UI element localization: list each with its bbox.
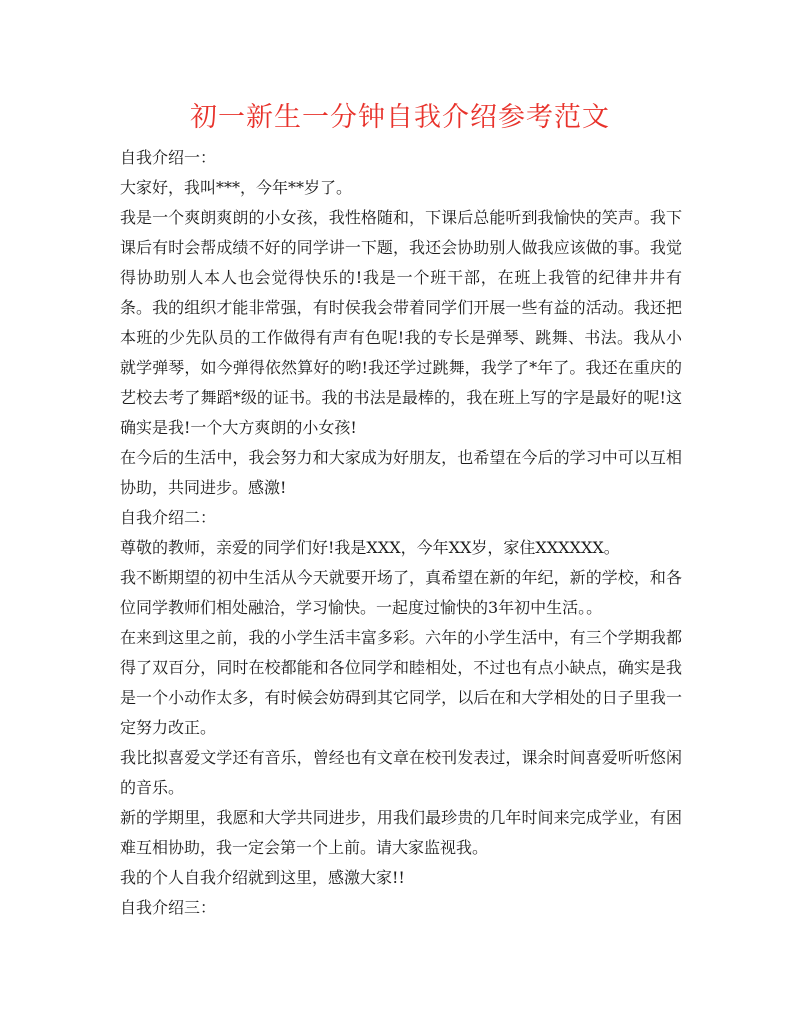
- paragraph: 新的学期里，我愿和大学共同进步，用我们最珍贵的几年时间来完成学业，有困难互相协助，我一定会第一个上前。请大家监视我。: [120, 808, 682, 857]
- paragraph: 我是一个爽朗爽朗的小女孩，我性格随和，下课后总能听到我愉快的笑声。我下课后有时会帮成绩不好的同学讲一下题，我还会协助别人做我应该做的事。我觉得协助别人本人也会觉得快乐的!我是一个班干部，在班上我管的纪律井井有条。我的组织才能非常强，有时侯我会带着同学们开展一些有益的活动。我还把本班的少先队员的工作做得有声有色呢!我的专长是弹琴、跳舞、书法。我从小就学弹琴，如今弹得依然算好的哟!我还学过跳舞，我学了*年了。我还在重庆的艺校去考了舞蹈*级的证书。我的书法是最棒的，我在班上写的字是最好的呢!这确实是我!一个大方爽朗的小女孩!: [120, 208, 682, 437]
- paragraph: 在今后的生活中，我会努力和大家成为好朋友，也希望在今后的学习中可以互相协助，共同进步。感激!: [120, 448, 682, 497]
- paragraph: 自我介绍三：: [120, 898, 217, 917]
- document-body: [120, 143, 682, 923]
- paragraph: 我比拟喜爱文学还有音乐，曾经也有文章在校刊发表过，课余时间喜爱听听悠闲的音乐。: [120, 748, 682, 797]
- paragraph: 尊敬的教师，亲爱的同学们好!我是XXX，今年XX岁，家住XXXXXX。: [120, 538, 620, 557]
- paragraph: 在来到这里之前，我的小学生活丰富多彩。六年的小学生活中，有三个学期我都得了双百分，同时在校都能和各位同学和睦相处，不过也有点小缺点，确实是我是一个小动作太多，有时候会妨碍到其它同学，以后在和大学相处的日子里我一定努力改正。: [120, 628, 682, 737]
- paragraph: 大家好，我叫***，今年**岁了。: [120, 178, 353, 197]
- paragraph: 自我介绍一：: [120, 148, 217, 167]
- paragraph: 我的个人自我介绍就到这里，感激大家!!: [120, 868, 405, 887]
- document-title: 初一新生一分钟自我介绍参考范文: [190, 102, 610, 133]
- paragraph: 自我介绍二：: [120, 508, 217, 527]
- paragraph: 我不断期望的初中生活从今天就要开场了，真希望在新的年纪，新的学校，和各位同学教师们相处融洽，学习愉快。一起度过愉快的3年初中生活。。: [120, 568, 682, 617]
